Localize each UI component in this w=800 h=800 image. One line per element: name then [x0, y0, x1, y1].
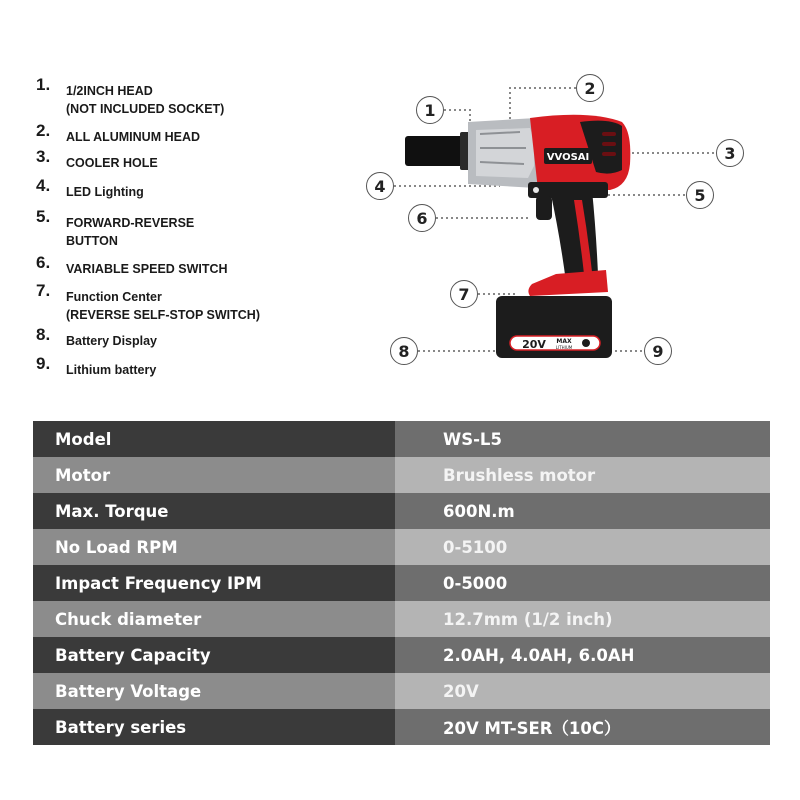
feature-subtext: (REVERSE SELF-STOP SWITCH) [66, 308, 261, 322]
feature-number: 7. [36, 281, 51, 300]
battery-display-icon [582, 339, 590, 347]
feature-number: 8. [36, 325, 51, 344]
feature-text: VARIABLE SPEED SWITCH [66, 262, 228, 276]
callout-1: 1 [416, 96, 444, 124]
function-center [528, 270, 608, 296]
battery-lithium-label: LITHIUM [555, 345, 573, 350]
spec-row-ipm [33, 565, 770, 601]
spec-value: 20V MT-SER（10C） [395, 709, 770, 745]
spec-value: 600N.m [395, 493, 770, 529]
spec-row-capacity [33, 637, 770, 673]
spec-key: No Load RPM [33, 529, 395, 565]
spec-key: Max. Torque [33, 493, 395, 529]
spec-value: 12.7mm (1/2 inch) [395, 601, 770, 637]
spec-row-model [33, 421, 770, 457]
feature-text: LED Lighting [66, 185, 144, 199]
feature-number: 1. [36, 75, 51, 94]
feature-text: Lithium battery [66, 363, 157, 377]
spec-row-torque [33, 493, 770, 529]
spec-key: Battery series [33, 709, 395, 745]
spec-row-chuck [33, 601, 770, 637]
callout-9: 9 [644, 337, 672, 365]
feature-number: 6. [36, 253, 51, 272]
feature-text: ALL ALUMINUM HEAD [66, 130, 201, 144]
spec-value: 0-5100 [395, 529, 770, 565]
spec-value: 2.0AH, 4.0AH, 6.0AH [395, 637, 770, 673]
callout-2: 2 [576, 74, 604, 102]
spec-key: Motor [33, 457, 395, 493]
callout-7: 7 [450, 280, 478, 308]
spec-value: 20V [395, 673, 770, 709]
spec-value: Brushless motor [395, 457, 770, 493]
feature-text: 1/2INCH HEAD [66, 84, 153, 98]
feature-number: 4. [36, 176, 51, 195]
feature-subtext: (NOT INCLUDED SOCKET) [66, 102, 225, 116]
product-diagram [360, 60, 780, 390]
callout-6: 6 [408, 204, 436, 232]
battery-voltage-label: 20V [522, 338, 546, 351]
spec-row-motor [33, 457, 770, 493]
spec-key: Impact Frequency IPM [33, 565, 395, 601]
spec-row-series [33, 709, 770, 745]
spec-key: Model [33, 421, 395, 457]
spec-key: Chuck diameter [33, 601, 395, 637]
spec-key: Battery Voltage [33, 673, 395, 709]
spec-value: WS-L5 [395, 421, 770, 457]
spec-row-voltage [33, 673, 770, 709]
feature-number: 9. [36, 354, 51, 373]
anvil-socket [405, 136, 467, 166]
battery-max-label: MAX [556, 338, 572, 345]
brand-logo: VVOSAI [546, 152, 590, 163]
led-icon [533, 187, 539, 193]
callout-4: 4 [366, 172, 394, 200]
feature-subtext: BUTTON [66, 234, 118, 248]
feature-text: COOLER HOLE [66, 156, 158, 170]
feature-number: 2. [36, 121, 51, 140]
feature-text: Function Center [66, 290, 162, 304]
spec-table [33, 421, 770, 745]
spec-row-rpm [33, 529, 770, 565]
trigger-switch [536, 196, 552, 220]
callout-5: 5 [686, 181, 714, 209]
callout-8: 8 [390, 337, 418, 365]
feature-text: FORWARD-REVERSE [66, 216, 195, 230]
feature-text: Battery Display [66, 334, 158, 348]
cooler-vents [602, 132, 616, 156]
feature-number: 5. [36, 207, 51, 226]
spec-value: 0-5000 [395, 565, 770, 601]
spec-key: Battery Capacity [33, 637, 395, 673]
callout-3: 3 [716, 139, 744, 167]
feature-number: 3. [36, 147, 51, 166]
